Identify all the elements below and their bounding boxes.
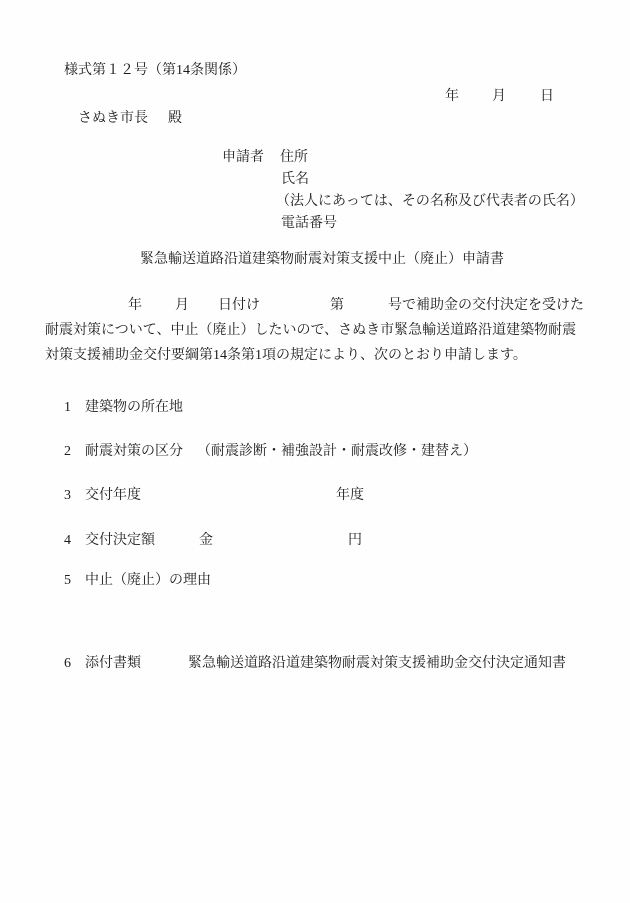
body-date-day-suffix: 日付け xyxy=(218,298,260,313)
item-3-number: 3 xyxy=(64,488,71,503)
body-line2: 耐震対策について、中止（廃止）したいので、さぬき市緊急輸送道路沿道建築物耐震 xyxy=(45,323,577,338)
applicant-corporation-note: （法人にあっては、その名称及び代表者の氏名） xyxy=(276,194,584,209)
applicant-phone-label: 電話番号 xyxy=(281,216,337,231)
date-month-label: 月 xyxy=(492,89,506,104)
item-3-label: 交付年度 xyxy=(85,488,141,503)
document-title: 緊急輸送道路沿道建築物耐震対策支援中止（廃止）申請書 xyxy=(140,252,504,267)
item-2-number: 2 xyxy=(64,444,71,459)
item-4-unit: 円 xyxy=(348,533,362,548)
date-day-label: 日 xyxy=(540,89,554,104)
recipient-honorific: 殿 xyxy=(168,111,182,126)
body-line3: 対策支援補助金交付要綱第14条第1項の規定により、次のとおり申請します。 xyxy=(45,348,527,363)
body-line1-tail: 号で補助金の交付決定を受けた xyxy=(388,298,584,313)
body-date-year-label: 年 xyxy=(128,298,142,313)
date-year-label: 年 xyxy=(445,89,459,104)
item-5-label: 中止（廃止）の理由 xyxy=(85,573,211,588)
applicant-address-label: 住所 xyxy=(280,150,308,165)
item-6-number: 6 xyxy=(64,656,71,671)
item-2-options: （耐震診断・補強設計・耐震改修・建替え） xyxy=(197,444,477,459)
item-1-label: 建築物の所在地 xyxy=(85,400,183,415)
item-6-attachment: 緊急輸送道路沿道建築物耐震対策支援補助金交付決定通知書 xyxy=(188,656,566,671)
applicant-name-label: 氏名 xyxy=(281,172,309,187)
body-date-month-label: 月 xyxy=(175,298,189,313)
item-5-number: 5 xyxy=(64,573,71,588)
item-4-label: 交付決定額 xyxy=(85,533,155,548)
applicant-label: 申請者 xyxy=(222,150,264,165)
item-1-number: 1 xyxy=(64,400,71,415)
form-number: 様式第１２号（第14条関係） xyxy=(64,63,246,78)
item-4-number: 4 xyxy=(64,533,71,548)
body-doc-number-prefix: 第 xyxy=(330,298,344,313)
item-6-label: 添付書類 xyxy=(85,656,141,671)
item-2-label: 耐震対策の区分 xyxy=(85,444,183,459)
item-4-amount-prefix: 金 xyxy=(199,533,213,548)
recipient-name: さぬき市長 xyxy=(78,111,148,126)
item-3-unit: 年度 xyxy=(336,488,364,503)
